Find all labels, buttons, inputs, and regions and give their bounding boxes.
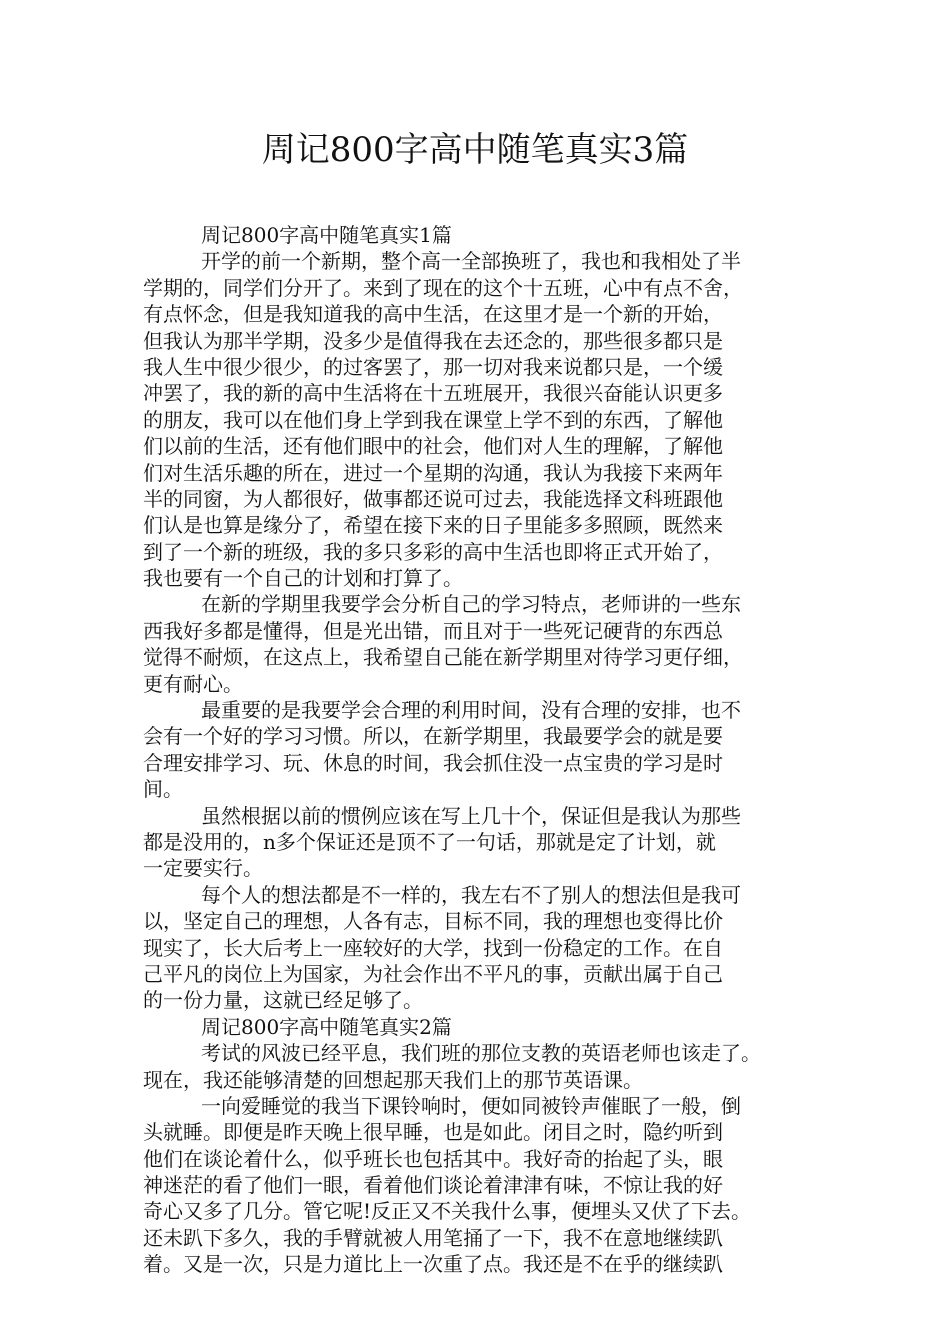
text-line: 都是没用的，n多个保证还是顶不了一句话，那就是定了计划，就 <box>143 829 716 854</box>
text-line: 冲罢了，我的新的高中生活将在十五班展开，我很兴奋能认识更多 <box>143 381 723 406</box>
document-body <box>143 222 833 1278</box>
text-line: 虽然根据以前的惯例应该在写上几十个，保证但是我认为那些 <box>201 803 741 828</box>
text-line: 们对生活乐趣的所在，进过一个星期的沟通，我认为我接下来两年 <box>143 460 723 485</box>
text-line: 他们在谈论着什么，似乎班长也包括其中。我好奇的抬起了头，眼 <box>143 1146 723 1171</box>
text-line: 每个人的想法都是不一样的，我左右不了别人的想法但是我可 <box>201 882 741 907</box>
text-line: 西我好多都是懂得，但是光出错，而且对于一些死记硬背的东西总 <box>143 618 723 643</box>
text-line: 的朋友，我可以在他们身上学到我在课堂上学不到的东西，了解他 <box>143 407 723 432</box>
text-line: 一定要实行。 <box>143 856 263 881</box>
text-line: 我人生中很少很少，的过客罢了，那一切对我来说都只是，一个缓 <box>143 354 723 379</box>
text-line: 神迷茫的看了他们一眼，看着他们谈论着津津有味，不惊让我的好 <box>143 1173 723 1198</box>
text-line: 开学的前一个新期，整个高一全部换班了，我也和我相处了半 <box>201 249 741 274</box>
text-line: 有点怀念，但是我知道我的高中生活，在这里才是一个新的开始， <box>143 302 723 327</box>
text-line: 现在，我还能够清楚的回想起那天我们上的那节英语课。 <box>143 1067 643 1092</box>
text-line: 在新的学期里我要学会分析自己的学习特点，老师讲的一些东 <box>201 592 741 617</box>
document-title: 周记800字高中随笔真实3篇 <box>261 130 689 170</box>
text-line: 更有耐心。 <box>143 671 243 696</box>
text-line: 最重要的是我要学会合理的利用时间，没有合理的安排，也不 <box>201 698 741 723</box>
text-line: 以，坚定自己的理想，人各有志，目标不同，我的理想也变得比价 <box>143 909 723 934</box>
text-line: 现实了，长大后考上一座较好的大学，找到一份稳定的工作。在自 <box>143 935 723 960</box>
text-line: 学期的，同学们分开了。来到了现在的这个十五班，心中有点不舍， <box>143 275 743 300</box>
text-line: 着。又是一次，只是力道比上一次重了点。我还是不在乎的继续趴 <box>143 1252 723 1277</box>
text-line: 们认是也算是缘分了，希望在接下来的日子里能多多照顾，既然来 <box>143 513 723 538</box>
text-line: 周记800字高中随笔真实2篇 <box>201 1014 452 1039</box>
text-line: 合理安排学习、玩、休息的时间，我会抓住没一点宝贵的学习是时 <box>143 750 723 775</box>
text-line: 半的同窗，为人都很好，做事都还说可过去，我能选择文科班跟他 <box>143 486 723 511</box>
text-line: 觉得不耐烦，在这点上，我希望自己能在新学期里对待学习更仔细， <box>143 645 743 670</box>
text-line: 头就睡。即便是昨天晚上很早睡，也是如此。闭目之时，隐约听到 <box>143 1120 723 1145</box>
text-line: 间。 <box>143 777 183 802</box>
text-line: 我也要有一个自己的计划和打算了。 <box>143 566 463 591</box>
text-line: 的一份力量，这就已经足够了。 <box>143 988 423 1013</box>
text-line: 周记800字高中随笔真实1篇 <box>201 223 452 247</box>
text-line: 奇心又多了几分。管它呢!反正又不关我什么事，便埋头又伏了下去。 <box>143 1199 752 1224</box>
text-line: 考试的风波已经平息，我们班的那位支教的英语老师也该走了。 <box>201 1041 761 1066</box>
text-line: 还未趴下多久，我的手臂就被人用笔捅了一下，我不在意地继续趴 <box>143 1225 723 1250</box>
text-line: 一向爱睡觉的我当下课铃响时，便如同被铃声催眠了一般，倒 <box>201 1093 741 1118</box>
text-line: 会有一个好的学习习惯。所以，在新学期里，我最要学会的就是要 <box>143 724 723 749</box>
text-line: 但我认为那半学期，没多少是值得我在去还念的，那些很多都只是 <box>143 328 723 353</box>
text-line: 己平凡的岗位上为国家，为社会作出不平凡的事，贡献出属于自己 <box>143 961 723 986</box>
text-line: 到了一个新的班级，我的多只多彩的高中生活也即将正式开始了， <box>143 539 723 564</box>
text-line: 们以前的生活，还有他们眼中的社会，他们对人生的理解，了解他 <box>143 434 723 459</box>
